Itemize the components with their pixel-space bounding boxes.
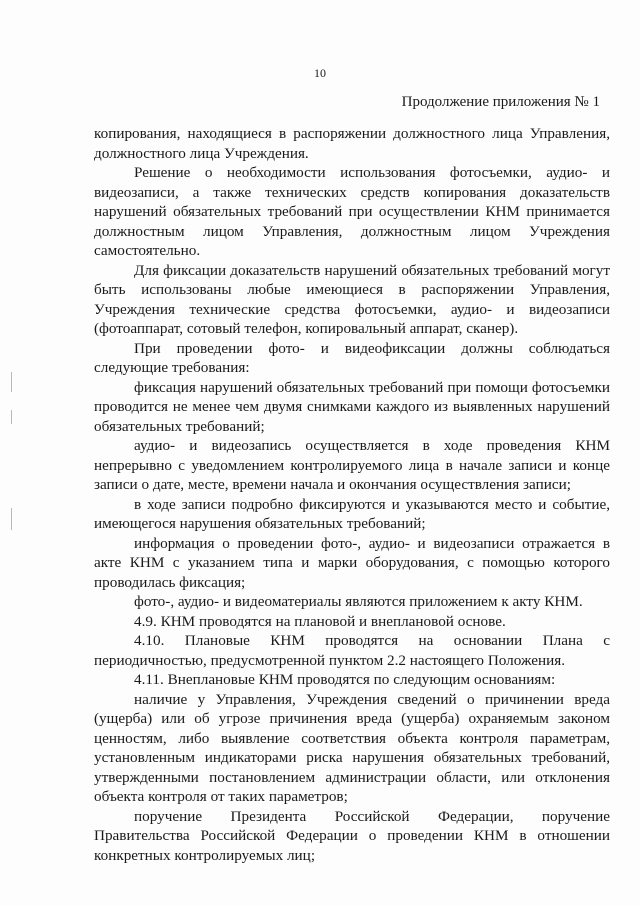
- paragraph: наличие у Управления, Учреждения сведений о причинении вреда (ущерба) или об угрозе причинения вреда (ущерба) охраняемым законом ценностям, либо выявление соответствия объекта контроля параметрам, установленным индикаторами риска нарушения обязательных требований, утвержденными постановлением администрации области, или отклонения объекта контроля от таких параметров;: [94, 690, 610, 805]
- paragraph: копирования, находящиеся в распоряжении должностного лица Управления, должностного лица Учреждения.: [94, 125, 610, 162]
- paragraph: аудио- и видеозапись осуществляется в ходе проведения КНМ непрерывно с уведомлением контролируемого лица в начале записи и конце записи о дате, месте, времени начала и окончания осуществления записи;: [94, 437, 610, 493]
- paragraph: поручение Президента Российской Федерации, поручение Правительства Российской Федерации о проведении КНМ в отношении конкретных контролируемых лиц;: [94, 807, 610, 864]
- document-body: [94, 124, 610, 865]
- paragraph: фото-, аудио- и видеоматериалы являются приложением к акту КНМ.: [134, 593, 583, 610]
- paragraph: информация о проведении фото-, аудио- и видеозаписи отражается в акте КНМ с указанием типа и марки оборудования, с помощью которого проводилась фиксация;: [94, 534, 610, 591]
- appendix-header: Продолжение приложения № 1: [401, 94, 600, 110]
- scan-margin-mark: [11, 508, 12, 530]
- paragraph: в ходе записи подробно фиксируются и указываются место и событие, имеющегося нарушения обязательных требований;: [94, 495, 610, 532]
- paragraph: При проведении фото- и видеофиксации должны соблюдаться следующие требования:: [94, 339, 610, 376]
- paragraph: Для фиксации доказательств нарушений обязательных требований могут быть использованы любые имеющиеся в распоряжении Управления, Учреждения технические средства фотосъемки, аудио- и видеозаписи (фотоаппарат, сотовый телефон, копировальный аппарат, сканер).: [94, 261, 610, 337]
- scan-margin-mark: [11, 372, 12, 392]
- scan-margin-mark: [11, 410, 12, 424]
- section-item: 4.11. Внеплановые КНМ проводятся по следующим основаниям:: [134, 671, 556, 688]
- paragraph: фиксация нарушений обязательных требований при помощи фотосъемки проводится не менее чем двумя снимками каждого из выявленных нарушений обязательных требований;: [94, 378, 610, 435]
- paragraph: Решение о необходимости использования фотосъемки, аудио- и видеозаписи, а также технических средств копирования доказательств нарушений обязательных требований при осуществлении КНМ принимается должностным лицом Управления, должностным лицом Учреждения самостоятельно.: [94, 164, 610, 259]
- section-item: 4.10. Плановые КНМ проводятся на основании Плана с периодичностью, предусмотренной пунктом 2.2 настоящего Положения.: [94, 632, 610, 669]
- section-item: 4.9. КНМ проводятся на плановой и внеплановой основе.: [134, 612, 506, 630]
- page-number: 10: [314, 66, 326, 80]
